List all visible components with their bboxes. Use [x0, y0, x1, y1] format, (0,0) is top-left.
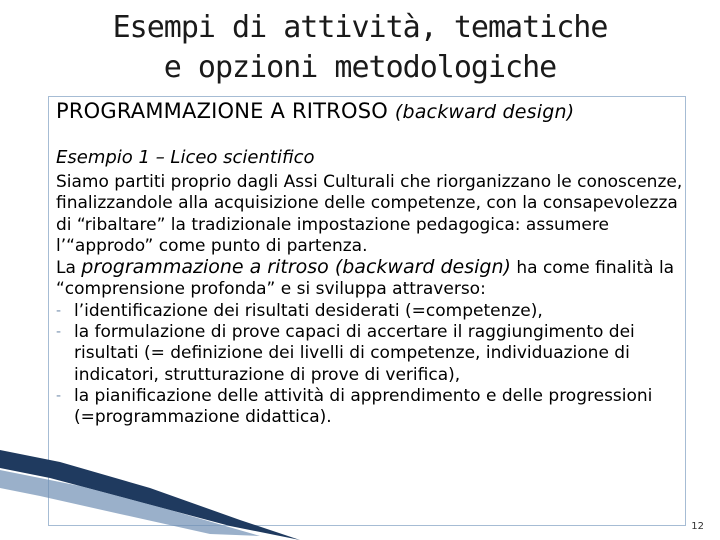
section-heading-paren: (backward design)	[394, 101, 575, 123]
slide-title-line-2: e opzioni metodologiche	[163, 50, 557, 85]
content-body	[52, 97, 692, 429]
list-item	[56, 386, 692, 429]
list-item	[56, 301, 692, 322]
section-heading-main: PROGRAMMAZIONE A RITROSO	[56, 99, 395, 123]
list-item-text: la formulazione di prove capaci di accertare il raggiungimento dei risultati (= definizione dei livelli di competenze, individuazione di indicatori, strutturazione di prove di verifica),	[74, 322, 635, 385]
list-item	[56, 322, 692, 386]
list-item-text: l’identificazione dei risultati desiderati (=competenze),	[74, 300, 543, 321]
list-item-text: la pianificazione delle attività di apprendimento e delle progressioni (=programmazione didattica).	[74, 385, 653, 428]
swoosh-light-band	[0, 470, 260, 536]
paragraph-2	[56, 257, 692, 301]
paragraph-1: Siamo partiti proprio dagli Assi Culturali che riorganizzano le conoscenze, finalizzandole alla acquisizione delle competenze, con la consapevolezza di “ribaltare” la tradizionale impostazione pedagogica: assumere l’“approdo” come punto di partenza.	[56, 172, 683, 256]
paragraph-2-before: La	[56, 258, 82, 279]
slide-title-line-1: Esempi di attività, tematiche	[112, 10, 608, 45]
paragraph-2-emphasis: programmazione a ritroso (backward design)	[81, 256, 511, 279]
bullet-dash: -	[56, 324, 62, 341]
paragraph-2-after: ha come finalità la “comprensione profonda” e si sviluppa attraverso:	[56, 258, 675, 300]
decorative-swoosh	[0, 440, 300, 540]
page-number: 12	[691, 521, 704, 532]
bullet-dash: -	[56, 387, 62, 404]
bullet-dash: -	[56, 302, 62, 319]
section-heading	[56, 97, 692, 126]
slide-title	[60, 8, 660, 88]
example-subheading: Esempio 1 – Liceo scientifico	[56, 147, 315, 168]
